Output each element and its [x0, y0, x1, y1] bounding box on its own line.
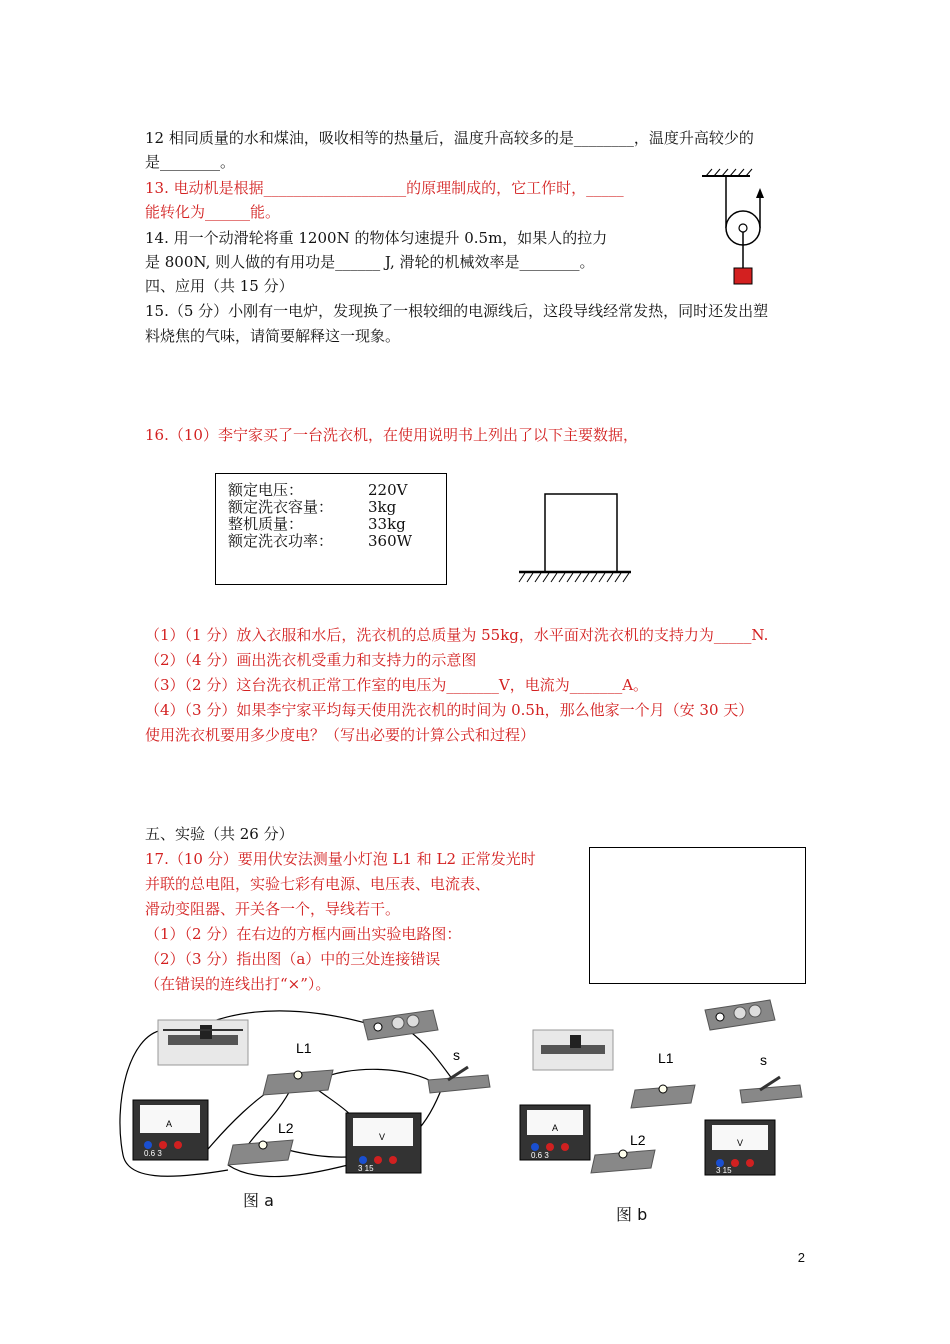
pulley-diagram	[700, 168, 770, 293]
fig-b-ammeter-sym: A	[552, 1123, 559, 1133]
fig-a-voltmeter-sym: V	[379, 1132, 386, 1142]
q14-line1: 14. 用一个动滑轮将重 1200N 的物体匀速提升 0.5m，如果人的拉力	[145, 229, 608, 247]
fig-a-label-l1: L1	[296, 1040, 312, 1056]
section5-heading: 五、实验（共 26 分）	[145, 825, 294, 843]
spec-k3: 额定洗衣功率：	[228, 532, 334, 550]
q16-part2: （2）（4 分）画出洗衣机受重力和支持力的示意图	[145, 651, 477, 669]
fig-a-ammeter-scale: 0.6 3	[144, 1149, 162, 1158]
q15-line2: 料烧焦的气味，请简要解释这一现象。	[145, 327, 401, 345]
battery-a	[363, 1010, 438, 1040]
circuit-answer-box	[589, 847, 806, 984]
rheostat-b	[533, 1030, 613, 1070]
q13-line1: 13. 电动机是根据___________________的原理制成的，它工作时，_____	[145, 179, 624, 197]
q17-line1: 17.（10 分）要用伏安法测量小灯泡 L1 和 L2 正常发光时	[145, 850, 536, 868]
q17-part1: （1）（2 分）在右边的方框内画出实验电路图：	[145, 925, 462, 943]
spec-k2: 整机质量：	[228, 515, 304, 533]
q13-line2: 能转化为______能。	[145, 203, 281, 221]
spec-v1: 3kg	[368, 498, 397, 516]
section4-heading: 四、应用（共 15 分）	[145, 277, 294, 295]
q16-intro: 16.（10）李宁家买了一台洗衣机，在使用说明书上列出了以下主要数据，	[145, 426, 638, 444]
q16-part1: （1）（1 分）放入衣服和水后，洗衣机的总质量为 55kg，水平面对洗衣机的支持力为_____N.	[145, 626, 769, 644]
fig-b-voltmeter-sym: V	[737, 1138, 744, 1148]
q14-line2: 是 800N, 则人做的有用功是______ J, 滑轮的机械效率是________。	[145, 253, 595, 271]
q12-line2: 是________。	[145, 153, 236, 171]
switch-b	[740, 1077, 802, 1103]
fig-a-ammeter-sym: A	[166, 1119, 173, 1129]
page-number: 2	[797, 1250, 805, 1265]
q12-line1: 12 相同质量的水和煤油，吸收相等的热量后，温度升高较多的是________，温度升高较少的	[145, 129, 754, 147]
rheostat-a	[158, 1020, 248, 1065]
fig-b-ammeter-scale: 0.6 3	[531, 1151, 549, 1160]
bulb-board-l1-b	[631, 1085, 695, 1108]
spec-v3: 360W	[368, 532, 413, 550]
fig-a-label-s: s	[453, 1047, 460, 1063]
circuit-figure-b	[515, 995, 815, 1180]
fig-b-voltmeter-scale: 3 15	[716, 1166, 732, 1175]
fig-b-label-l2: L2	[630, 1132, 646, 1148]
switch-a	[428, 1067, 490, 1093]
bulb-board-l1-a	[263, 1070, 333, 1095]
fig-a-caption: 图 a	[243, 1191, 274, 1210]
q16-part4a: （4）（3 分）如果李宁家平均每天使用洗衣机的时间为 0.5h，那么他家一个月（安 30 天）	[145, 701, 754, 719]
q16-part3: （3）（2 分）这台洗衣机正常工作室的电压为_______V，电流为_______A。	[145, 676, 649, 694]
q17-part3: （在错误的连线出打“×”）。	[145, 975, 331, 993]
q17-line2: 并联的总电阻，实验七彩有电源、电压表、电流表、	[145, 875, 491, 893]
q16-part4b: 使用洗衣机要用多少度电？（写出必要的计算公式和过程）	[145, 726, 536, 744]
fig-a-voltmeter-scale: 3 15	[358, 1164, 374, 1173]
washing-machine-diagram	[515, 490, 635, 585]
spec-k0: 额定电压：	[228, 481, 304, 499]
fig-a-label-l2: L2	[278, 1120, 294, 1136]
battery-b	[705, 1000, 775, 1030]
bulb-board-l2-a	[228, 1140, 293, 1165]
spec-v2: 33kg	[368, 515, 406, 533]
spec-k1: 额定洗衣容量：	[228, 498, 334, 516]
bulb-board-l2-b	[591, 1150, 655, 1173]
circuit-figure-a	[108, 1005, 500, 1190]
q15-line1: 15.（5 分）小刚有一电炉，发现换了一根较细的电源线后，这段导线经常发热，同时还发出塑	[145, 302, 769, 320]
spec-v0: 220V	[368, 481, 408, 499]
q17-part2: （2）（3 分）指出图（a）中的三处连接错误	[145, 950, 441, 968]
fig-b-label-l1: L1	[658, 1050, 674, 1066]
q17-line3: 滑动变阻器、开关各一个，导线若干。	[145, 900, 401, 918]
fig-b-label-s: s	[760, 1052, 767, 1068]
fig-b-caption: 图 b	[616, 1205, 648, 1224]
